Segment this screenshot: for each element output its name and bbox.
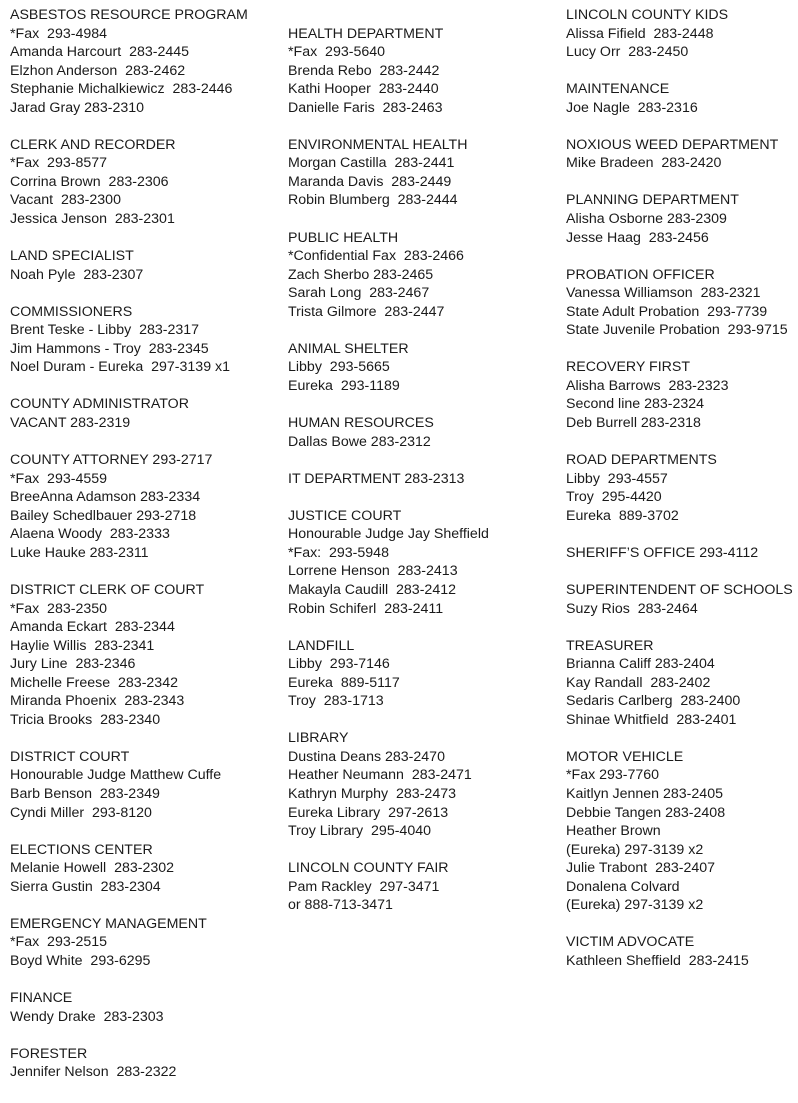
directory-entry: Vanessa Williamson 283-2321 xyxy=(566,285,761,302)
directory-entry: Alisha Barrows 283-2323 xyxy=(566,377,729,394)
section-heading: LANDFILL xyxy=(288,637,355,654)
section-heading: ANIMAL SHELTER xyxy=(288,340,409,357)
section-asbestos-resource-program xyxy=(10,6,280,117)
section-heading: LIBRARY xyxy=(288,730,349,747)
directory-entry: *Fax 293-8577 xyxy=(10,155,108,172)
directory-entry: Donalena Colvard xyxy=(566,878,680,895)
blank-line xyxy=(288,6,558,25)
directory-entry: Troy 283-1713 xyxy=(288,693,384,710)
directory-entry: (Eureka) 297-3139 x2 xyxy=(566,841,704,858)
section-heading: FORESTER xyxy=(10,1045,88,1062)
directory-entry: Kathryn Murphy 283-2473 xyxy=(288,785,456,802)
section-treasurer xyxy=(566,637,798,730)
section-land-specialist xyxy=(10,247,280,284)
directory-entry: Kathi Hooper 283-2440 xyxy=(288,81,439,98)
directory-entry: Debbie Tangen 283-2408 xyxy=(566,804,726,821)
directory-entry: VACANT 283-2319 xyxy=(10,415,131,432)
directory-column-2 xyxy=(288,6,558,933)
section-heading: CLERK AND RECORDER xyxy=(10,136,176,153)
directory-entry: Michelle Freese 283-2342 xyxy=(10,674,178,691)
directory-entry: Boyd White 293-6295 xyxy=(10,952,151,969)
directory-entry: Morgan Castilla 283-2441 xyxy=(288,155,455,172)
directory-entry: State Adult Probation 293-7739 xyxy=(566,303,768,320)
directory-entry: *Fax 293-2515 xyxy=(10,934,108,951)
section-county-administrator xyxy=(10,395,280,432)
directory-entry: Mike Bradeen 283-2420 xyxy=(566,155,722,172)
section-heading: ENVIRONMENTAL HEALTH xyxy=(288,136,468,153)
directory-entry: Vacant 283-2300 xyxy=(10,192,121,209)
directory-entry: Brenda Rebo 283-2442 xyxy=(288,62,440,79)
directory-entry: or 888-713-3471 xyxy=(288,897,393,914)
section-district-court xyxy=(10,748,280,822)
section-road-departments xyxy=(566,451,798,525)
directory-entry: Trista Gilmore 283-2447 xyxy=(288,303,445,320)
section-heading: LINCOLN COUNTY FAIR xyxy=(288,860,449,877)
section-county-attorney-293-2717 xyxy=(10,451,280,562)
directory-entry: Sedaris Carlberg 283-2400 xyxy=(566,693,741,710)
section-victim-advocate xyxy=(566,933,798,970)
directory-entry: Luke Hauke 283-2311 xyxy=(10,544,149,561)
section-heading: DISTRICT COURT xyxy=(10,748,130,765)
section-heading: MAINTENANCE xyxy=(566,81,670,98)
directory-entry: Kay Randall 283-2402 xyxy=(566,674,711,691)
directory-entry: Makayla Caudill 283-2412 xyxy=(288,581,456,598)
directory-entry: Lucy Orr 283-2450 xyxy=(566,44,689,61)
section-heading: ROAD DEPARTMENTS xyxy=(566,452,717,469)
section-heading: LINCOLN COUNTY KIDS xyxy=(566,7,729,23)
section-motor-vehicle xyxy=(566,748,798,915)
directory-entry: Jarad Gray 283-2310 xyxy=(10,99,145,116)
section-human-resources xyxy=(288,414,558,451)
directory-entry: Lorrene Henson 283-2413 xyxy=(288,563,458,580)
section-heading: PROBATION OFFICER xyxy=(566,266,715,283)
section-heading: FINANCE xyxy=(10,989,73,1006)
section-commissioners xyxy=(10,303,280,377)
directory-entry: *Fax 293-4559 xyxy=(10,470,108,487)
section-emergency-management xyxy=(10,915,280,971)
section-superintendent-of-schools xyxy=(566,581,798,618)
directory-entry: Brianna Califf 283-2404 xyxy=(566,656,715,673)
directory-entry: Jennifer Nelson 283-2322 xyxy=(10,1064,177,1081)
section-heading: MOTOR VEHICLE xyxy=(566,748,684,765)
section-probation-officer xyxy=(566,266,798,340)
directory-entry: Sarah Long 283-2467 xyxy=(288,285,430,302)
directory-entry: Heather Brown xyxy=(566,823,661,840)
directory-entry: Shinae Whitfield 283-2401 xyxy=(566,711,737,728)
directory-entry: *Confidential Fax 283-2466 xyxy=(288,248,464,265)
directory-entry: Alisha Osborne 283-2309 xyxy=(566,211,727,228)
section-elections-center xyxy=(10,841,280,897)
directory-entry: Eureka 889-5117 xyxy=(288,674,400,691)
section-finance xyxy=(10,989,280,1026)
section-justice-court xyxy=(288,507,558,618)
section-forester xyxy=(10,1045,280,1082)
directory-entry: Danielle Faris 283-2463 xyxy=(288,99,443,116)
section-landfill xyxy=(288,637,558,711)
section-heading: COUNTY ADMINISTRATOR xyxy=(10,396,189,413)
directory-entry: Robin Schiferl 283-2411 xyxy=(288,600,444,617)
section-recovery-first xyxy=(566,358,798,432)
directory-entry: Kaitlyn Jennen 283-2405 xyxy=(566,785,723,802)
directory-entry: Eureka 889-3702 xyxy=(566,507,679,524)
section-heading: VICTIM ADVOCATE xyxy=(566,934,695,951)
section-heading: RECOVERY FIRST xyxy=(566,359,691,376)
section-heading: ELECTIONS CENTER xyxy=(10,841,153,858)
directory-entry: Wendy Drake 283-2303 xyxy=(10,1008,164,1025)
directory-entry: Libby 293-5665 xyxy=(288,359,390,376)
section-heading: LAND SPECIALIST xyxy=(10,248,134,265)
directory-entry: Amanda Eckart 283-2344 xyxy=(10,619,175,636)
directory-entry: Elzhon Anderson 283-2462 xyxy=(10,62,186,79)
directory-entry: Second line 283-2324 xyxy=(566,396,705,413)
directory-entry: Amanda Harcourt 283-2445 xyxy=(10,44,190,61)
section-heading: ASBESTOS RESOURCE PROGRAM xyxy=(10,7,248,23)
directory-entry: (Eureka) 297-3139 x2 xyxy=(566,897,704,914)
section-heading: NOXIOUS WEED DEPARTMENT xyxy=(566,136,779,153)
directory-entry: *Fax 283-2350 xyxy=(10,600,108,617)
directory-entry: Eureka Library 297-2613 xyxy=(288,804,449,821)
directory-entry: Kathleen Sheffield 283-2415 xyxy=(566,952,749,969)
section-planning-department xyxy=(566,191,798,247)
section-environmental-health xyxy=(288,136,558,210)
directory-entry: Melanie Howell 283-2302 xyxy=(10,860,175,877)
directory-entry: Robin Blumberg 283-2444 xyxy=(288,192,458,209)
directory-entry: Noah Pyle 283-2307 xyxy=(10,266,144,283)
section-district-clerk-of-court xyxy=(10,581,280,729)
section-heading: COUNTY ATTORNEY 293-2717 xyxy=(10,452,213,469)
directory-column-3 xyxy=(566,6,798,989)
directory-entry: *Fax 293-4984 xyxy=(10,25,108,42)
section-it-department-283-2313 xyxy=(288,470,558,489)
directory-entry: Maranda Davis 283-2449 xyxy=(288,173,452,190)
directory-entry: Jessica Jenson 283-2301 xyxy=(10,211,175,228)
directory-entry: Dustina Deans 283-2470 xyxy=(288,748,445,765)
section-animal-shelter xyxy=(288,340,558,396)
directory-entry: Stephanie Michalkiewicz 283-2446 xyxy=(10,81,233,98)
section-heading: TREASURER xyxy=(566,637,654,654)
section-clerk-and-recorder xyxy=(10,136,280,229)
directory-entry: Tricia Brooks 283-2340 xyxy=(10,711,161,728)
directory-column-1 xyxy=(10,6,280,1100)
directory-entry: Jesse Haag 283-2456 xyxy=(566,229,709,246)
section-heading: IT DEPARTMENT 283-2313 xyxy=(288,470,465,487)
directory-entry: Troy 295-4420 xyxy=(566,489,662,506)
directory-entry: Bailey Schedlbauer 293-2718 xyxy=(10,507,197,524)
directory-entry: Julie Trabont 283-2407 xyxy=(566,860,716,877)
section-noxious-weed-department xyxy=(566,136,798,173)
directory-entry: *Fax: 293-5948 xyxy=(288,544,389,561)
section-heading: COMMISSIONERS xyxy=(10,303,133,320)
section-heading: DISTRICT CLERK OF COURT xyxy=(10,581,205,598)
section-heading: SHERIFF’S OFFICE 293-4112 xyxy=(566,544,759,561)
directory-entry: Miranda Phoenix 283-2343 xyxy=(10,693,185,710)
section-library xyxy=(288,729,558,840)
directory-entry: *Fax 293-7760 xyxy=(566,767,660,784)
directory-entry: Noel Duram - Eureka 297-3139 x1 xyxy=(10,359,231,376)
directory-entry: Corrina Brown 283-2306 xyxy=(10,173,169,190)
section-lincoln-county-kids xyxy=(566,6,798,62)
directory-entry: Suzy Rios 283-2464 xyxy=(566,600,698,617)
directory-entry: State Juvenile Probation 293-9715 xyxy=(566,322,788,339)
directory-entry: Honourable Judge Matthew Cuffe xyxy=(10,767,222,784)
directory-entry: Eureka 293-1189 xyxy=(288,377,400,394)
section-heading: PUBLIC HEALTH xyxy=(288,229,399,246)
directory-entry: Deb Burrell 283-2318 xyxy=(566,415,701,432)
section-heading: HEALTH DEPARTMENT xyxy=(288,25,444,42)
section-heading: EMERGENCY MANAGEMENT xyxy=(10,915,207,932)
section-heading: HUMAN RESOURCES xyxy=(288,415,434,432)
section-spacer xyxy=(288,6,558,25)
directory-entry: Dallas Bowe 283-2312 xyxy=(288,433,431,450)
directory-entry: Jury Line 283-2346 xyxy=(10,656,136,673)
directory-entry: Libby 293-4557 xyxy=(566,470,668,487)
directory-entry: Brent Teske - Libby 283-2317 xyxy=(10,322,200,339)
section-heading: PLANNING DEPARTMENT xyxy=(566,192,739,209)
directory-entry: BreeAnna Adamson 283-2334 xyxy=(10,489,201,506)
directory-entry: Barb Benson 283-2349 xyxy=(10,785,160,802)
directory-entry: Heather Neumann 283-2471 xyxy=(288,767,472,784)
directory-entry: Jim Hammons - Troy 283-2345 xyxy=(10,340,209,357)
directory-entry: Honourable Judge Jay Sheffield xyxy=(288,526,489,543)
section-heading: JUSTICE COURT xyxy=(288,507,402,524)
directory-entry: *Fax 293-5640 xyxy=(288,44,386,61)
section-heading: SUPERINTENDENT OF SCHOOLS xyxy=(566,581,793,598)
section-maintenance xyxy=(566,80,798,117)
directory-entry: Sierra Gustin 283-2304 xyxy=(10,878,161,895)
directory-entry: Alissa Fifield 283-2448 xyxy=(566,25,714,42)
directory-entry: Pam Rackley 297-3471 xyxy=(288,878,440,895)
directory-entry: Cyndi Miller 293-8120 xyxy=(10,804,152,821)
directory-entry: Haylie Willis 283-2341 xyxy=(10,637,155,654)
section-health-department xyxy=(288,25,558,118)
directory-entry: Joe Nagle 283-2316 xyxy=(566,99,698,116)
directory-entry: Alaena Woody 283-2333 xyxy=(10,526,170,543)
directory-entry: Libby 293-7146 xyxy=(288,656,390,673)
section-sheriff-s-office-293-4112 xyxy=(566,544,798,563)
section-public-health xyxy=(288,229,558,322)
directory-entry: Zach Sherbo 283-2465 xyxy=(288,266,434,283)
section-lincoln-county-fair xyxy=(288,859,558,915)
directory-entry: Troy Library 295-4040 xyxy=(288,823,431,840)
